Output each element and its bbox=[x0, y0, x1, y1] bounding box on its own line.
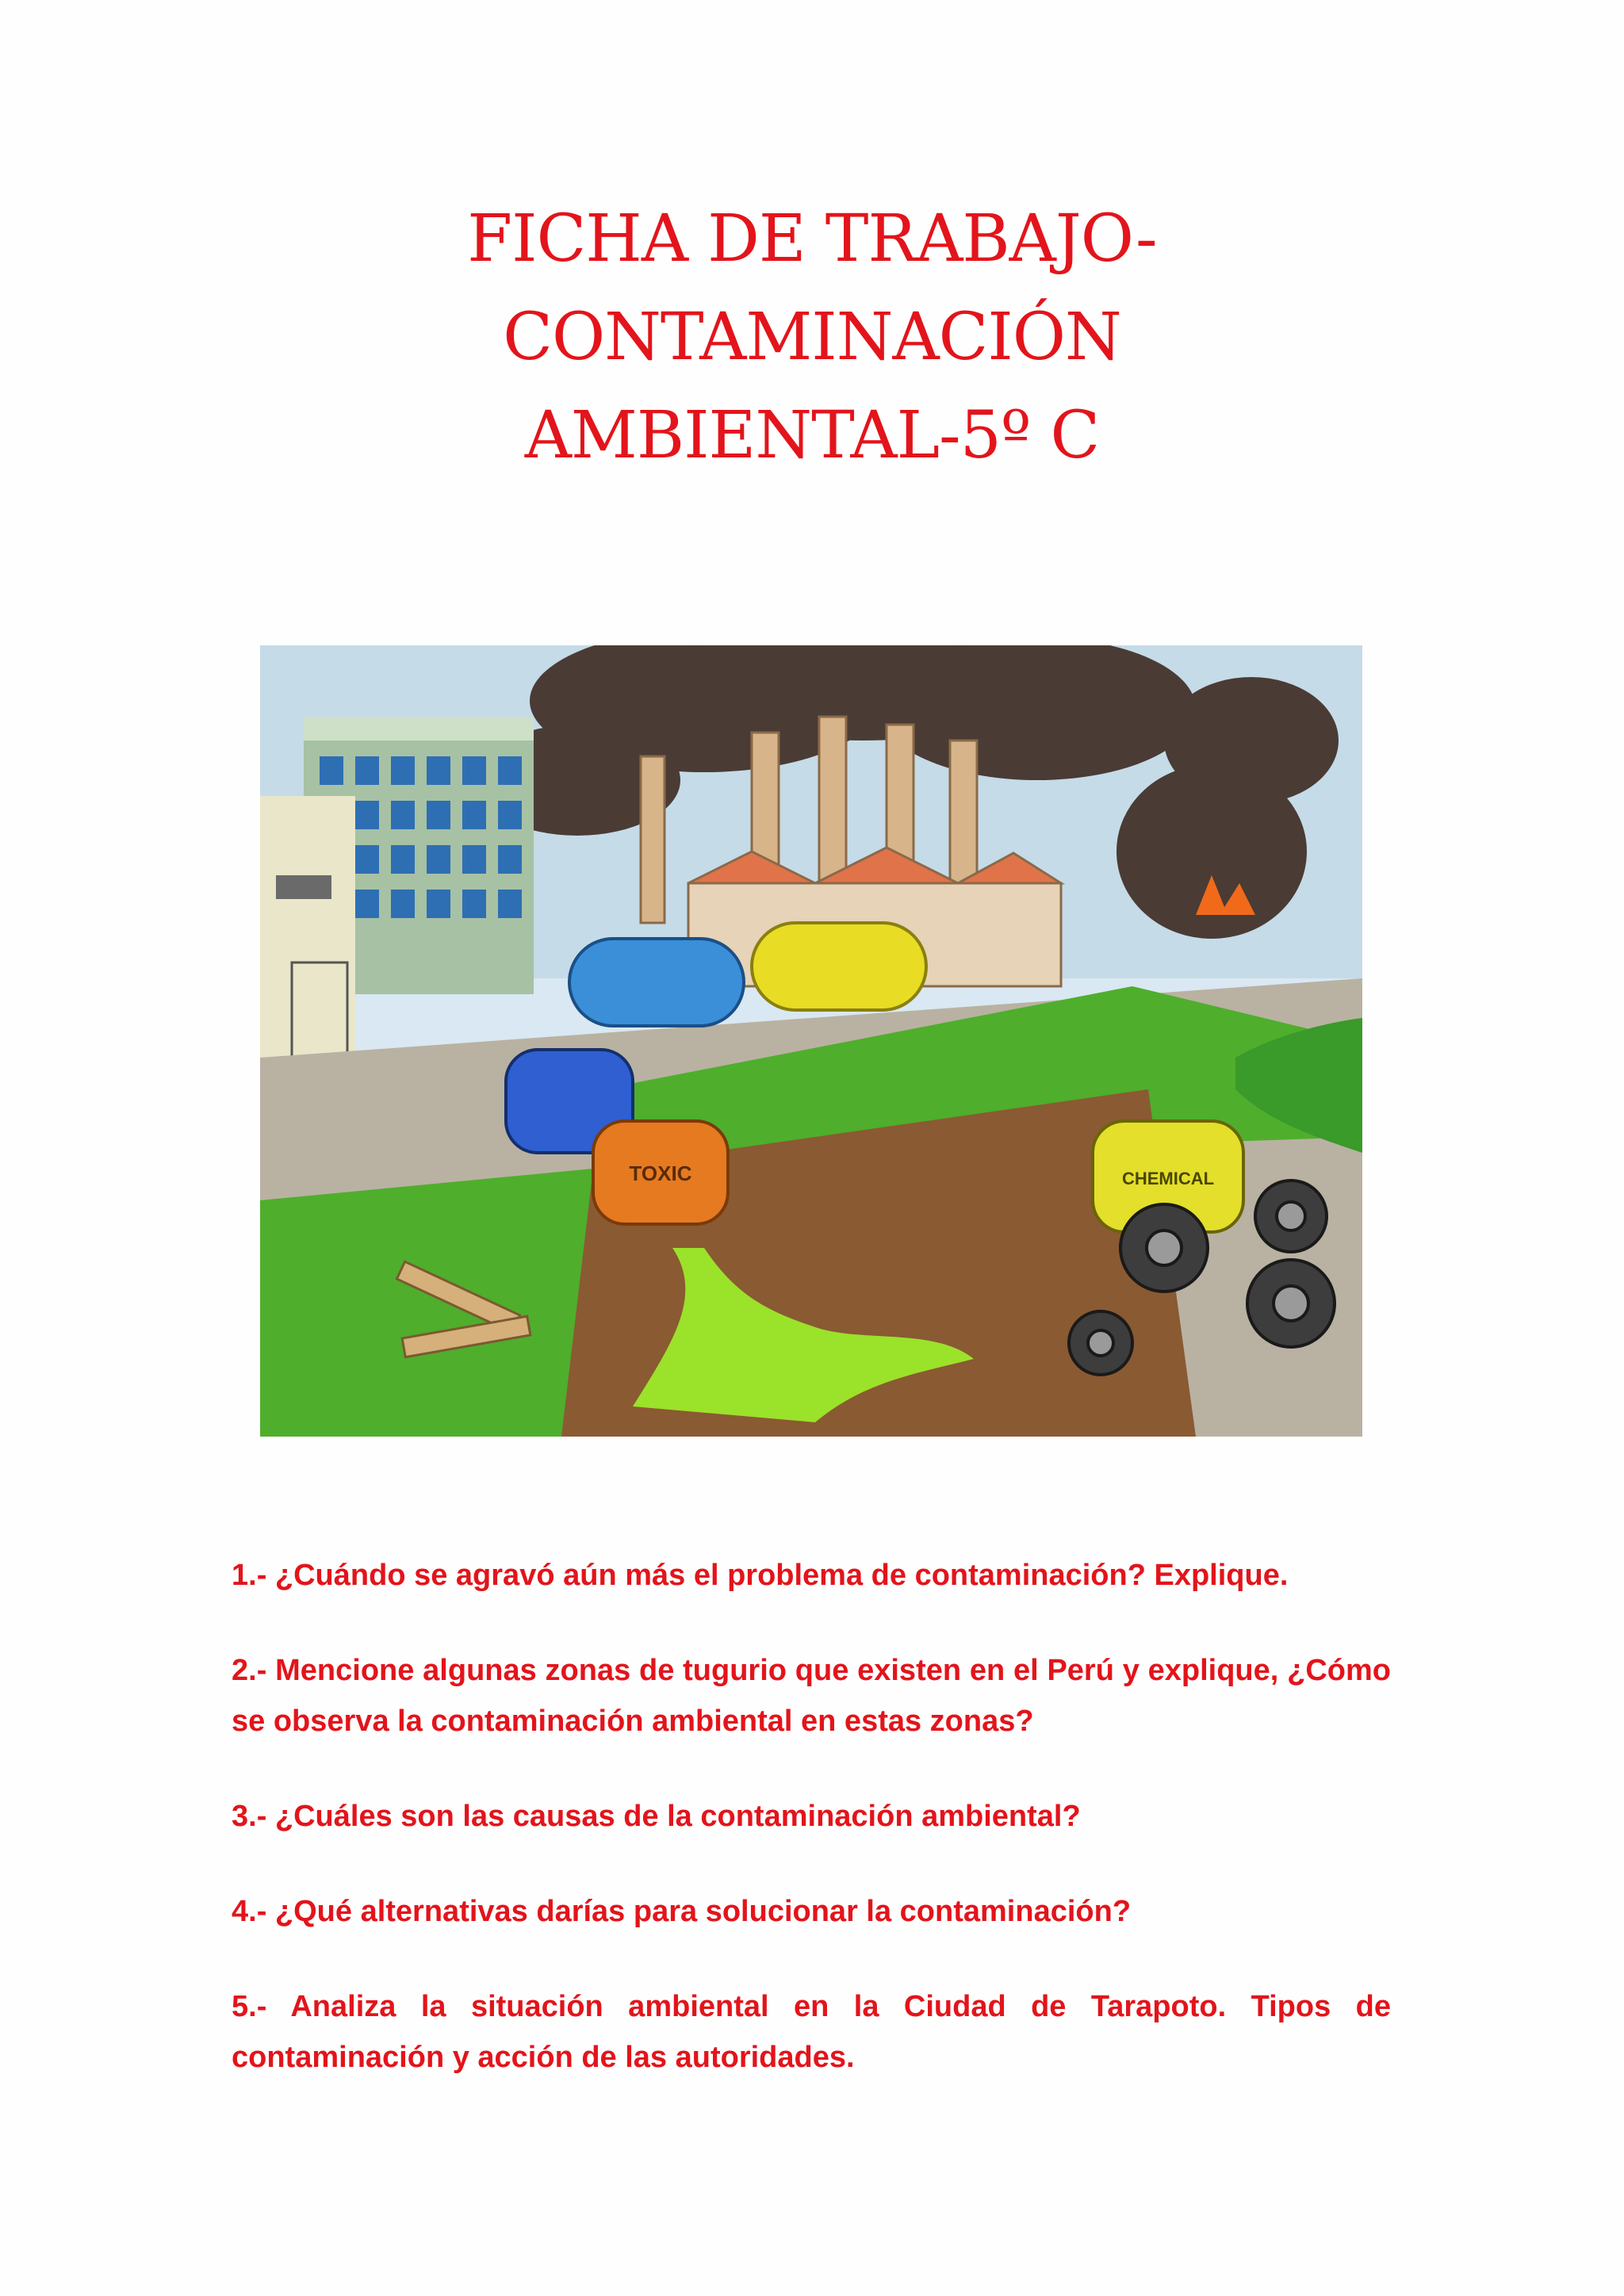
question-4: 4.- ¿Qué alternativas darías para solucionar la contaminación? bbox=[232, 1895, 1132, 1928]
barrel-orange bbox=[593, 1121, 728, 1224]
page-title bbox=[0, 190, 1624, 485]
question-5: 5.- Analiza la situación ambiental en la Ciudad de Tarapoto. Tipos de contaminación y acción de las autoridades. bbox=[232, 1990, 1391, 2074]
question-1: 1.- ¿Cuándo se agravó aún más el problema de contaminación? Explique. bbox=[232, 1559, 1289, 1592]
title-line-3: AMBIENTAL-5º C bbox=[524, 398, 1100, 473]
title-line-1: FICHA DE TRABAJO- bbox=[467, 201, 1157, 277]
question-2: 2.- Mencione algunas zonas de tugurio que existen en el Perú y explique, ¿Cómo se observa la contaminación ambiental en estas zonas? bbox=[232, 1654, 1391, 1738]
question-list bbox=[232, 1550, 1391, 2127]
title-line-2: CONTAMINACIÓN bbox=[503, 300, 1121, 375]
tanker-yellow bbox=[752, 923, 926, 1010]
pollution-illustration bbox=[260, 645, 1362, 1437]
barrel-toxic-label: TOXIC bbox=[629, 1161, 692, 1185]
question-3: 3.- ¿Cuáles son las causas de la contaminación ambiental? bbox=[232, 1800, 1081, 1833]
barrel-chemical-label: CHEMICAL bbox=[1121, 1169, 1215, 1188]
tanker-blue bbox=[569, 939, 744, 1026]
